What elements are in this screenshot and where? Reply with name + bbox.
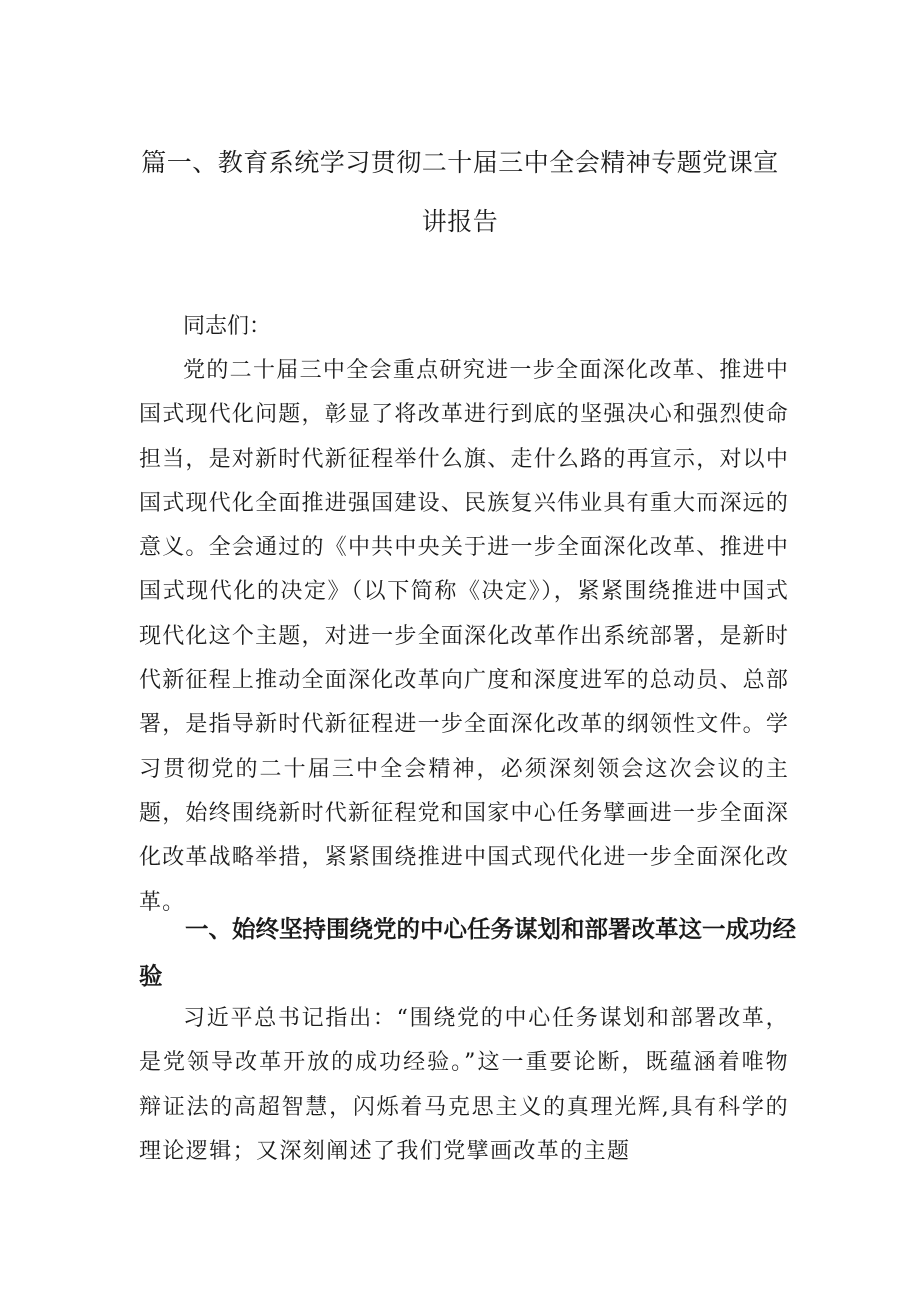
section-heading-1: 一、始终坚持围绕党的中心任务谋划和部署改革这一成功经验: [139, 915, 796, 990]
document-title-line-1: 篇一、教育系统学习贯彻二十届三中全会精神专题党课宣: [141, 148, 779, 177]
salutation: 同志们：: [183, 314, 272, 339]
document-title-line-2: 讲报告: [421, 207, 499, 236]
body-paragraph-2: 习近平总书记指出：“围绕党的中心任务谋划和部署改革，是党领导改革开放的成功经验。”这一重要论断，既蕴涵着唯物辩证法的高超智慧，闪烁着马克思主义的真理光辉,具有科学的理论逻辑；又深刻阐述了我们党擘画改革的主题: [139, 1006, 789, 1164]
body-paragraph-1: 党的二十届三中全会重点研究进一步全面深化改革、推进中国式现代化问题，彰显了将改革进行到底的坚强决心和强烈使命担当，是对新时代新征程举什么旗、走什么路的再宣示，对以中国式现代化全面推进强国建设、民族复兴伟业具有重大而深远的意义。全会通过的《中共中央关于进一步全面深化改革、推进中国式现代化的决定》（以下简称《决定》），紧紧围绕推进中国式现代化这个主题，对进一步全面深化改革作出系统部署，是新时代新征程上推动全面深化改革向广度和深度进军的总动员、总部署，是指导新时代新征程进一步全面深化改革的纲领性文件。学习贯彻党的二十届三中全会精神，必须深刻领会这次会议的主题，始终围绕新时代新征程党和国家中心任务擘画进一步全面深化改革战略举措，紧紧围绕推进中国式现代化进一步全面深化改革。: [139, 358, 789, 915]
